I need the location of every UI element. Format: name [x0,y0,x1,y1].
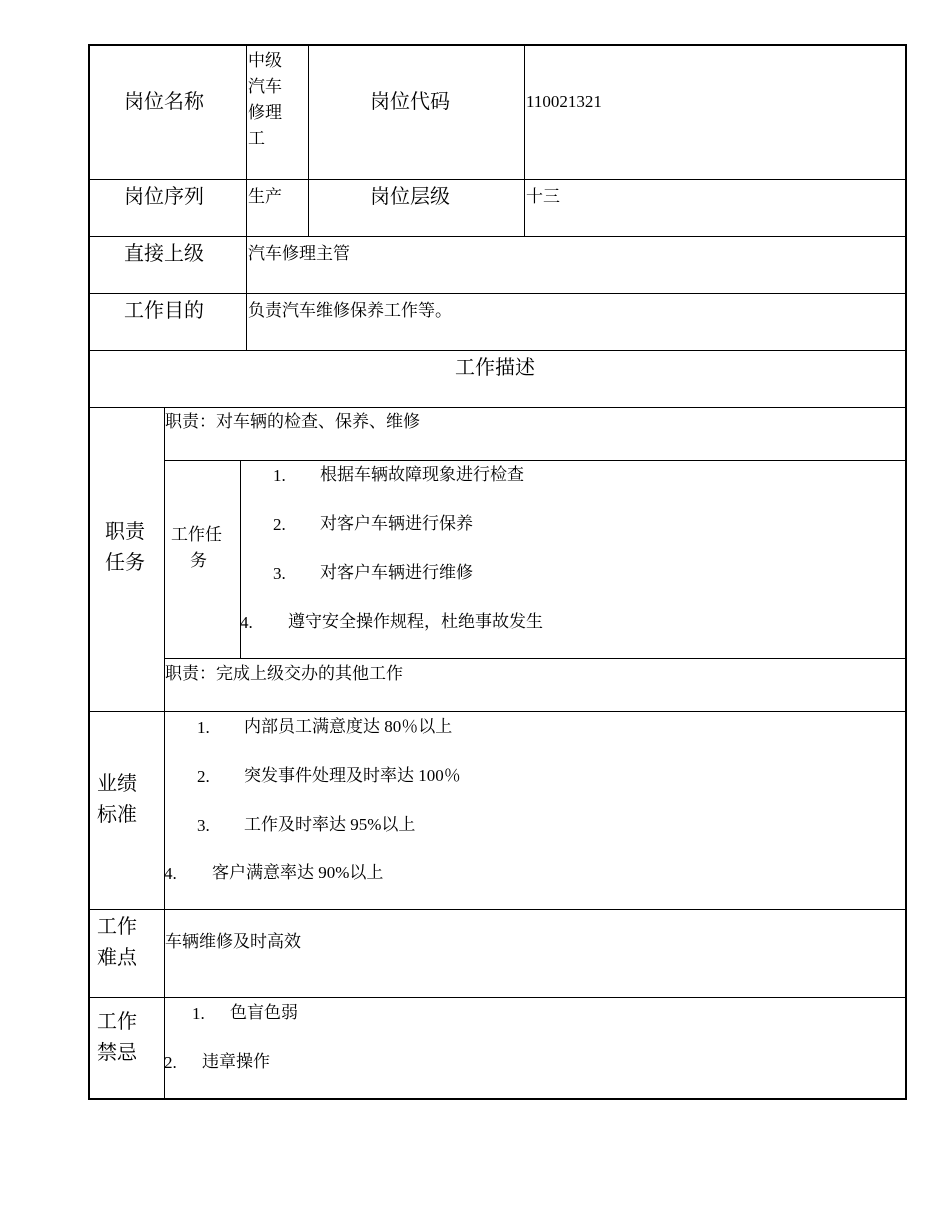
section-title: 工作描述 [455,357,535,379]
task-item: 根据车辆故障现象进行检查 [320,465,524,484]
row-divider [88,407,907,408]
duty-section-label: 职责 [105,521,145,543]
duty-item: 职责：对车辆的检查、保养、维修 [165,412,420,431]
post-code-label: 岗位代码 [370,91,450,113]
prohibited-item: 色盲色弱 [230,1003,298,1022]
performance-item: 客户满意率达 90%以上 [212,863,384,882]
performance-item: 工作及时率达 95%以上 [244,815,416,834]
task-number: 2. [273,515,286,534]
difficulty-label: 工作 [97,916,137,938]
difficulty-label: 难点 [97,947,137,969]
task-item: 遵守安全操作规程，杜绝事故发生 [288,612,543,631]
row-divider [88,997,907,998]
purpose-label: 工作目的 [124,300,204,322]
post-series-value: 生产 [248,187,282,206]
row-divider [88,236,907,237]
performance-number: 1. [197,718,210,737]
prohibited-number: 1. [192,1004,205,1023]
task-item: 对客户车辆进行维修 [320,563,473,582]
prohibited-number: 2. [164,1053,177,1072]
row-divider [88,350,907,351]
performance-number: 3. [197,816,210,835]
row-divider [164,658,907,659]
task-label: 工作任 [171,525,222,544]
task-number: 3. [273,564,286,583]
duty-item: 职责：完成上级交办的其他工作 [165,664,403,683]
post-name-value: 中级汽车修理工 [248,51,282,148]
task-number: 4. [240,613,253,632]
prohibited-label: 工作 [97,1011,137,1033]
column-divider [524,44,525,236]
column-divider [164,407,165,1100]
performance-item: 内部员工满意度达 80％以上 [244,717,453,736]
post-name-label: 岗位名称 [124,91,204,113]
task-number: 1. [273,466,286,485]
performance-number: 2. [197,767,210,786]
row-divider [88,293,907,294]
difficulty-text: 车辆维修及时高效 [165,932,301,951]
row-divider [164,460,907,461]
post-level-label: 岗位层级 [370,186,450,208]
performance-label: 标准 [97,804,137,826]
prohibited-label: 禁忌 [97,1042,137,1064]
post-level-value: 十三 [526,187,560,206]
task-label: 务 [190,551,207,570]
row-divider [88,909,907,910]
prohibited-item: 违章操作 [202,1052,270,1071]
column-divider [308,44,309,236]
row-divider [88,179,907,180]
superior-label: 直接上级 [124,243,204,265]
post-series-label: 岗位序列 [124,186,204,208]
row-divider [88,711,907,712]
performance-number: 4. [164,864,177,883]
task-item: 对客户车辆进行保养 [320,514,473,533]
post-code-value: 110021321 [526,92,602,111]
purpose-value: 负责汽车维修保养工作等。 [248,301,452,320]
superior-value: 汽车修理主管 [248,244,350,263]
performance-label: 业绩 [97,773,137,795]
duty-section-label: 任务 [105,552,145,574]
performance-item: 突发事件处理及时率达 100％ [244,766,461,785]
column-divider [246,44,247,350]
